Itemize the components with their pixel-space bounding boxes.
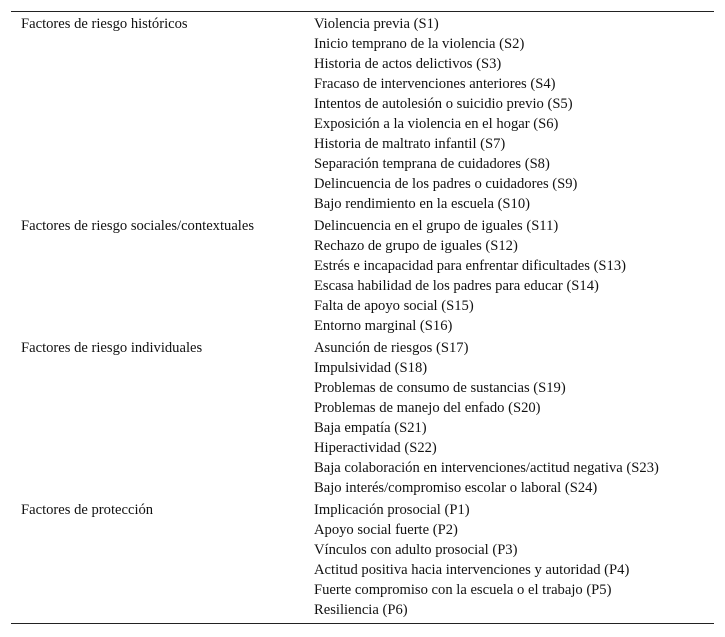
list-item: Intentos de autolesión o suicidio previo (S5) (314, 96, 573, 112)
list-item: Resiliencia (P6) (314, 602, 408, 618)
group-label: Factores de riesgo sociales/contextuales (21, 218, 255, 234)
list-item: Problemas de consumo de sustancias (S19) (314, 380, 566, 396)
list-item: Fuerte compromiso con la escuela o el trabajo (P5) (314, 582, 612, 598)
list-item: Violencia previa (S1) (314, 16, 439, 32)
group-items (304, 338, 714, 498)
list-item: Hiperactividad (S22) (314, 440, 437, 456)
group-label: Factores de riesgo históricos (21, 16, 188, 32)
list-item: Impulsividad (S18) (314, 360, 428, 376)
list-item: Separación temprana de cuidadores (S8) (314, 156, 550, 172)
list-item: Bajo interés/compromiso escolar o laboral (S24) (314, 480, 598, 496)
group-items (304, 216, 714, 336)
list-item: Delincuencia de los padres o cuidadores (S9) (314, 176, 578, 192)
table-row-group-individual (11, 338, 714, 498)
list-item: Problemas de manejo del enfado (S20) (314, 400, 541, 416)
list-item: Rechazo de grupo de iguales (S12) (314, 238, 518, 254)
list-item: Asunción de riesgos (S17) (314, 340, 469, 356)
list-item: Inicio temprano de la violencia (S2) (314, 36, 525, 52)
group-label: Factores de riesgo individuales (21, 340, 203, 356)
group-items (304, 14, 714, 214)
list-item: Bajo rendimiento en la escuela (S10) (314, 196, 530, 212)
list-item: Implicación prosocial (P1) (314, 502, 470, 518)
list-item: Baja empatía (S21) (314, 420, 427, 436)
list-item: Baja colaboración en intervenciones/actitud negativa (S23) (314, 460, 659, 476)
risk-factors-table (11, 11, 714, 624)
list-item: Fracaso de intervenciones anteriores (S4) (314, 76, 556, 92)
list-item: Vínculos con adulto prosocial (P3) (314, 542, 518, 558)
list-item: Apoyo social fuerte (P2) (314, 522, 458, 538)
list-item: Escasa habilidad de los padres para educar (S14) (314, 278, 599, 294)
list-item: Falta de apoyo social (S15) (314, 298, 474, 314)
group-items (304, 500, 714, 620)
table-row-group-social (11, 216, 714, 336)
list-item: Estrés e incapacidad para enfrentar dificultades (S13) (314, 258, 626, 274)
list-item: Historia de actos delictivos (S3) (314, 56, 502, 72)
list-item: Entorno marginal (S16) (314, 318, 453, 334)
list-item: Actitud positiva hacia intervenciones y autoridad (P4) (314, 562, 630, 578)
list-item: Exposición a la violencia en el hogar (S6) (314, 116, 559, 132)
group-label: Factores de protección (21, 502, 154, 518)
table-row-group-protective (11, 500, 714, 620)
list-item: Historia de maltrato infantil (S7) (314, 136, 506, 152)
list-item: Delincuencia en el grupo de iguales (S11) (314, 218, 559, 234)
table-row-group-historical (11, 14, 714, 214)
